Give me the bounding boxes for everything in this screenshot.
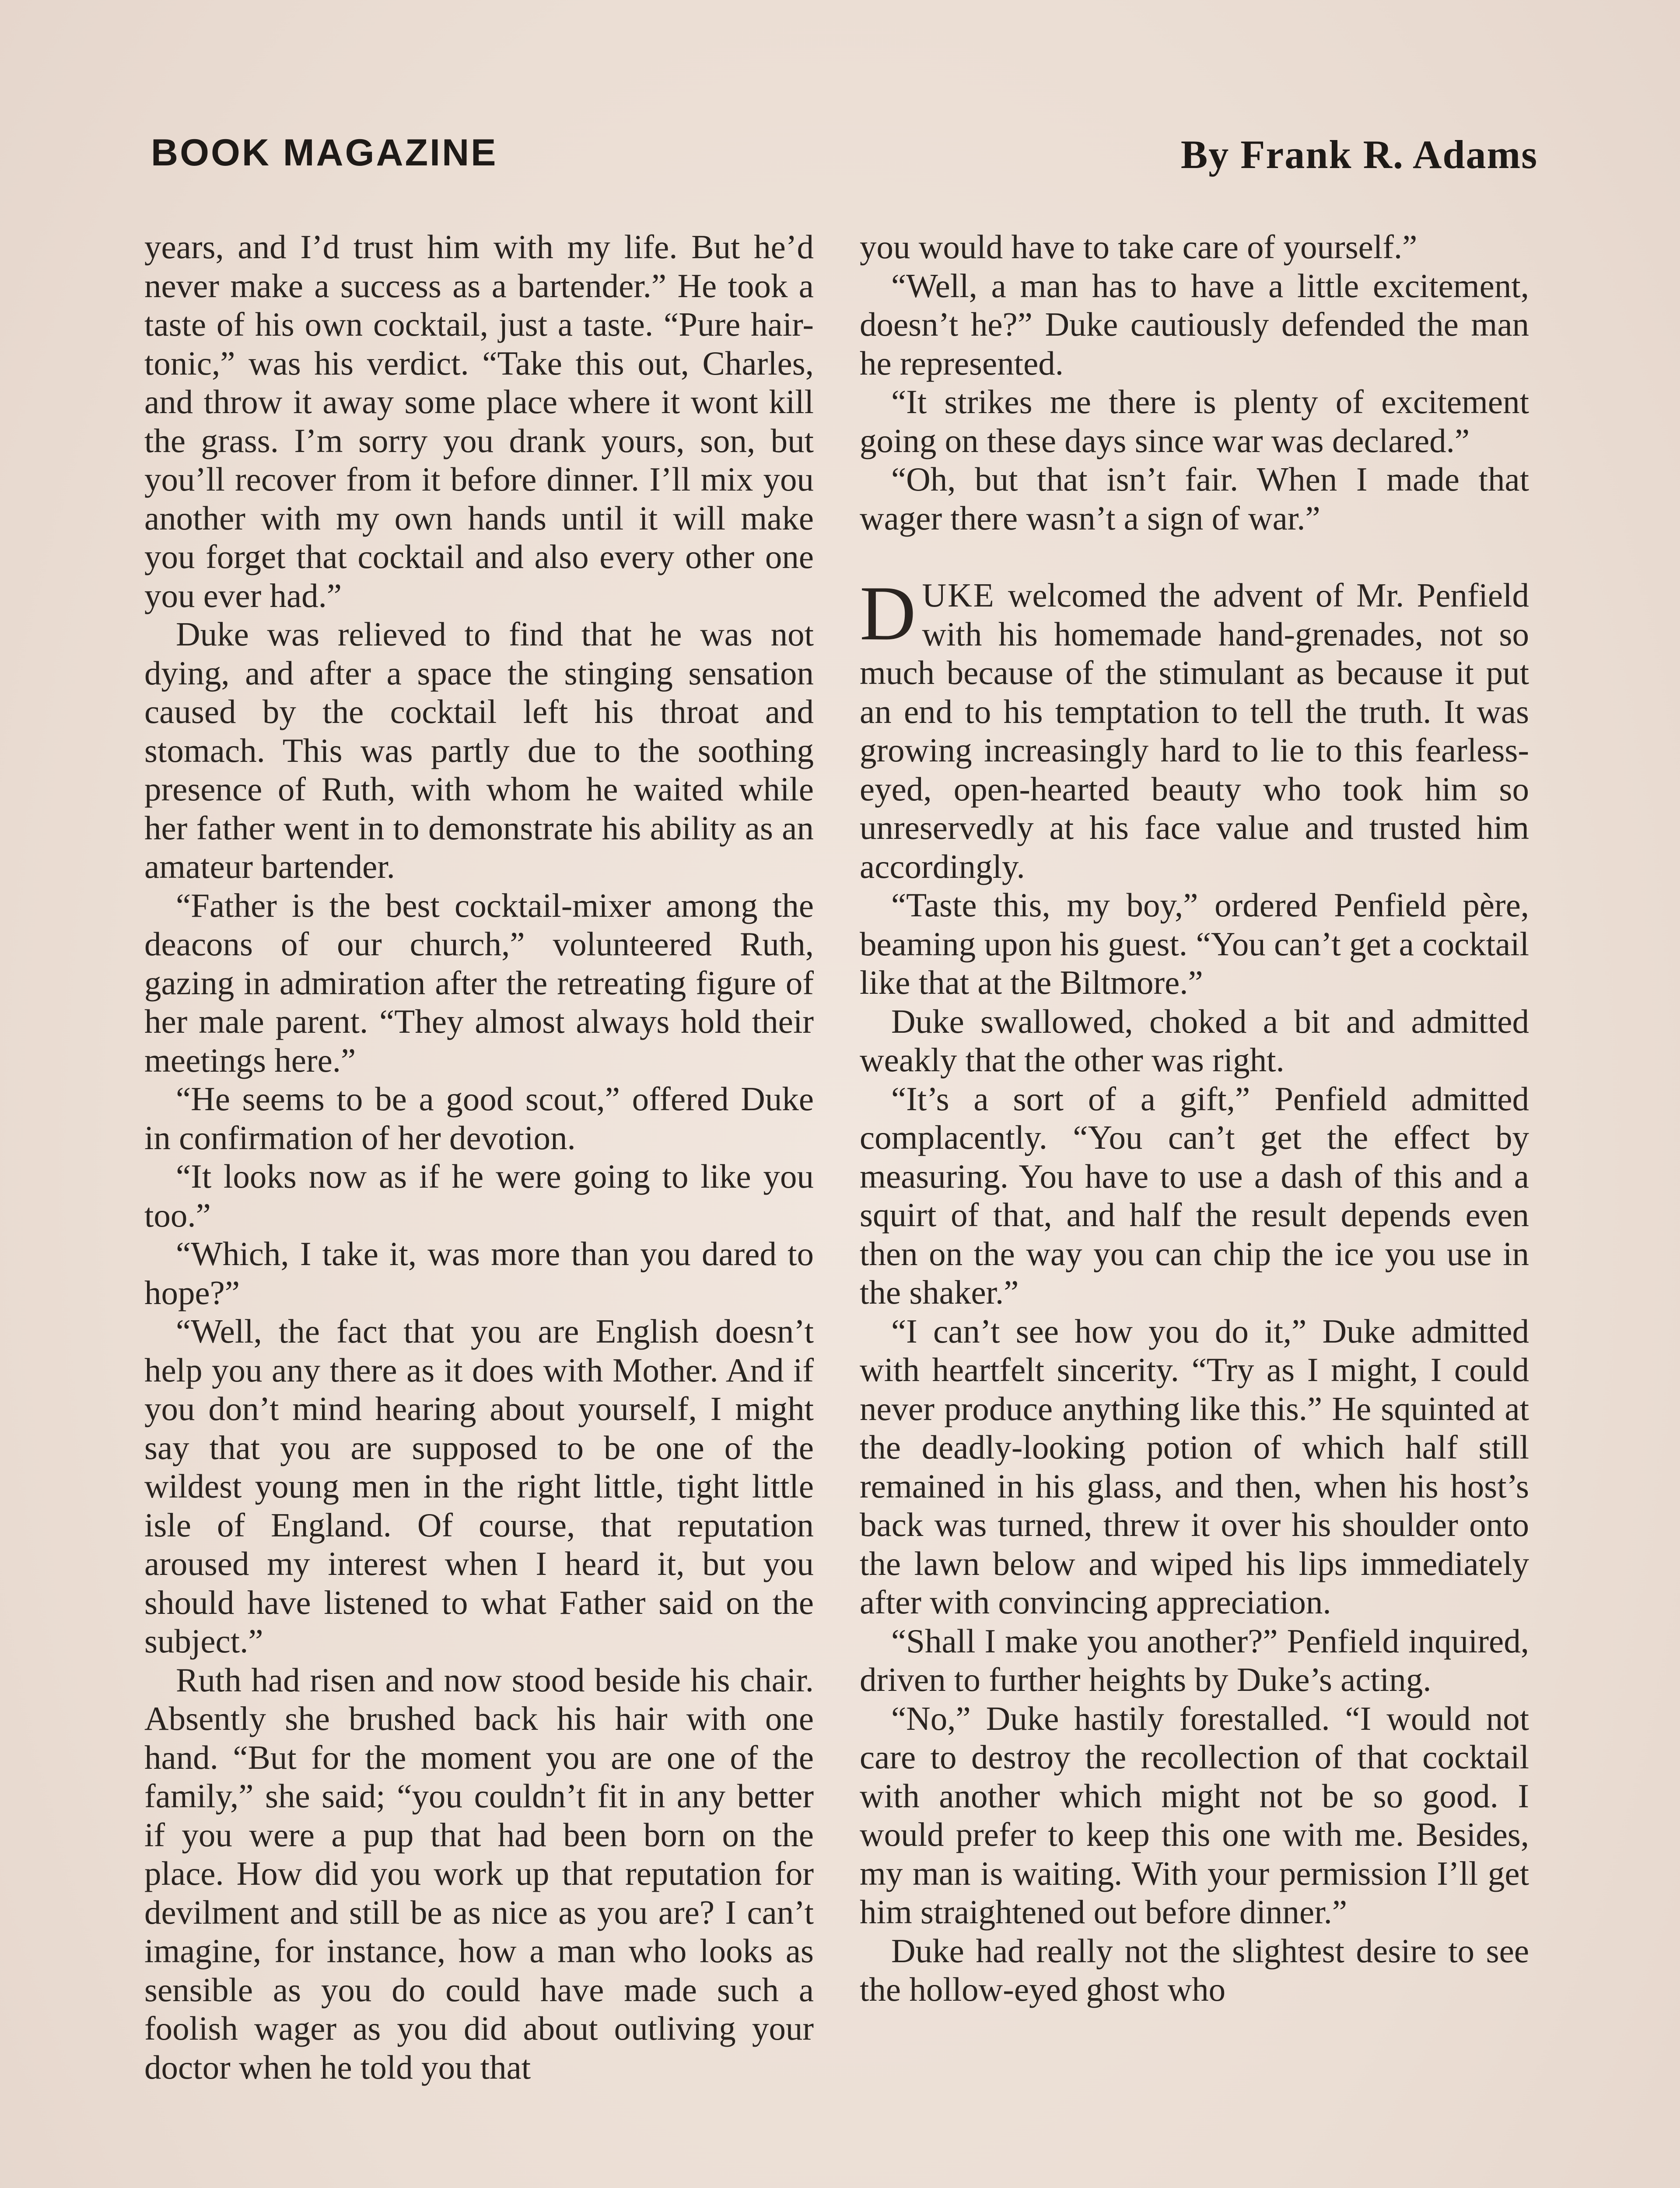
paragraph: “Well, the fact that you are English doesn’t help you any there as it does with Mother. And if you don’t mind hearing about yourself, I might say that you are supposed to be one of the wildest young men in the right little, tight little isle of England. Of course, that reputation aroused my interest when I heard it, but you should have listened to what Father said on the subject.” — [144, 1312, 814, 1660]
paragraph: “He seems to be a good scout,” offered Duke in confirmation of her devotion. — [144, 1080, 814, 1157]
paragraph: Duke swallowed, choked a bit and admitted weakly that the other was right. — [860, 1002, 1529, 1079]
small-caps-lead: UKE — [922, 576, 995, 614]
paragraph: “Taste this, my boy,” ordered Penfield père, beaming upon his guest. “You can’t get a cocktail like that at the Biltmore.” — [860, 886, 1529, 1001]
paragraph: Duke had really not the slightest desire to see the hollow-eyed ghost who — [860, 1932, 1529, 2008]
text-column-right — [860, 228, 1529, 2188]
paragraph: “It strikes me there is plenty of excitement going on these days since war was declared.” — [860, 383, 1529, 459]
running-header — [151, 131, 1538, 193]
paragraph: “Which, I take it, was more than you dared to hope?” — [144, 1235, 814, 1311]
magazine-title: BOOK MAGAZINE — [151, 132, 498, 174]
paragraph: “I can’t see how you do it,” Duke admitted with heartfelt sincerity. “Try as I might, I could never produce anything like this.” He squinted at the deadly-looking potion of which half still remained in his glass, and then, when his host’s back was turned, threw it over his shoulder onto the lawn below and wiped his lips immediately after with convincing appreciation. — [860, 1312, 1529, 1621]
drop-cap: D — [860, 570, 916, 656]
paragraph: Ruth had risen and now stood beside his chair. Absently she brushed back his hair with one hand. “But for the moment you are one of the family,” she said; “you couldn’t fit in any better if you were a pup that had been born on the place. How did you work up that reputation for devilment and still be as nice as you are? I can’t imagine, for instance, how a man who looks as sensible as you do could have made such a foolish wager as you did about outliving your doctor when he told you that — [144, 1661, 814, 2086]
paragraph: years, and I’d trust him with my life. But he’d never make a success as a bartender.” He took a taste of his own cocktail, just a taste. “Pure hair-tonic,” was his verdict. “Take this out, Charles, and throw it away some place where it wont kill the grass. I’m sorry you drank yours, son, but you’ll recover from it before dinner. I’ll mix you another with my own hands until it will make you forget that cocktail and also every other one you ever had.” — [144, 228, 814, 614]
paragraph: “It’s a sort of a gift,” Penfield admitted complacently. “You can’t get the effect by measuring. You have to use a dash of this and a squirt of that, and half the result depends even then on the way you can chip the ice you use in the shaker.” — [860, 1080, 1529, 1311]
paragraph: “Oh, but that isn’t fair. When I made that wager there wasn’t a sign of war.” — [860, 460, 1529, 537]
paragraph — [860, 570, 1529, 886]
paragraph: you would have to take care of yourself.” — [860, 228, 1418, 266]
paragraph: “Father is the best cocktail-mixer among the deacons of our church,” volunteered Ruth, gazing in admiration after the retreating figure of her male parent. “They almost always hold their meetings here.” — [144, 886, 814, 1079]
paragraph-text: welcomed the advent of Mr. Penfield with his homemade hand-grenades, not so much because of the stimulant as because it put an end to his temptation to tell the truth. It was growing increasingly hard to lie to this fearless-eyed, open-hearted beauty who took him so unreservedly at his face value and trusted him accordingly. — [860, 576, 1529, 885]
paragraph: “No,” Duke hastily forestalled. “I would not care to destroy the recollection of that cocktail with another which might not be so good. I would prefer to keep this one with me. Besides, my man is waiting. With your permission I’ll get him straightened out before dinner.” — [860, 1699, 1529, 1931]
paragraph: “It looks now as if he were going to like you too.” — [144, 1157, 814, 1234]
text-column-left — [144, 228, 814, 2188]
paragraph: Duke was relieved to find that he was not dying, and after a space the stinging sensation caused by the cocktail left his throat and stomach. This was partly due to the soothing presence of Ruth, with whom he waited while her father went in to demonstrate his ability as an amateur bartender. — [144, 615, 814, 885]
paragraph: “Shall I make you another?” Penfield inquired, driven to further heights by Duke’s acting. — [860, 1622, 1529, 1698]
paragraph: “Well, a man has to have a little excitement, doesn’t he?” Duke cautiously defended the man he represented. — [860, 266, 1529, 382]
author-byline: By Frank R. Adams — [1180, 132, 1538, 177]
